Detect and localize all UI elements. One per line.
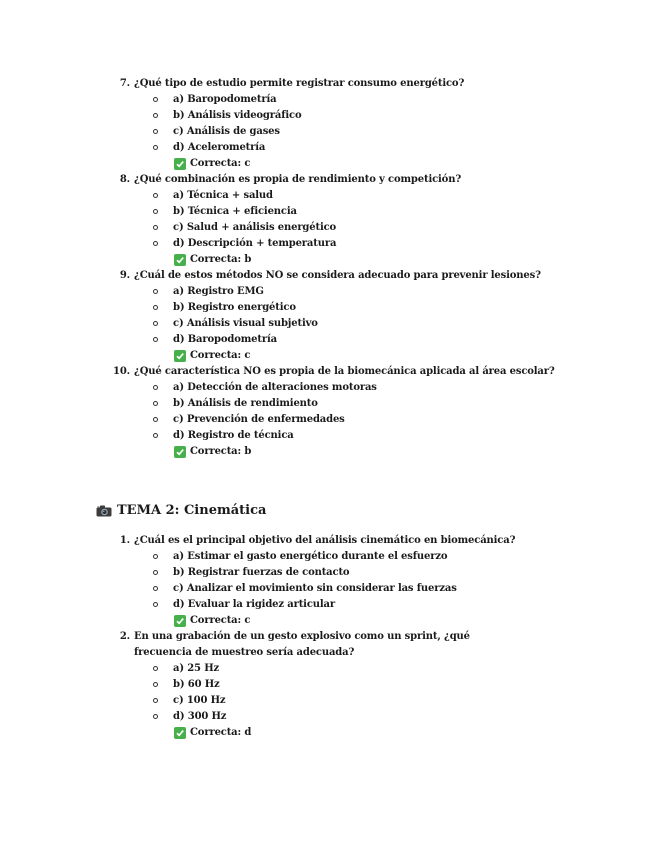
- question-text: En una grabación de un gesto explosivo como un sprint, ¿qué frecuencia de muestreo sería adecuada?: [134, 631, 470, 658]
- option-text: c) Análisis visual subjetivo: [173, 318, 318, 329]
- circle-bullet-icon: [153, 602, 158, 607]
- question-list-tema-1: [0, 76, 655, 460]
- option-b: [0, 108, 655, 124]
- option-text: b) 60 Hz: [173, 679, 220, 690]
- question-number: 8.: [119, 174, 130, 185]
- circle-bullet-icon: [153, 321, 158, 326]
- correct-answer: [0, 444, 655, 460]
- circle-bullet-icon: [153, 401, 158, 406]
- option-a: [0, 284, 655, 300]
- option-text: c) Analizar el movimiento sin considerar las fuerzas: [173, 583, 457, 594]
- circle-bullet-icon: [153, 385, 158, 390]
- option-text: b) Técnica + eficiencia: [173, 206, 297, 217]
- circle-bullet-icon: [153, 337, 158, 342]
- circle-bullet-icon: [153, 193, 158, 198]
- option-d: [0, 332, 655, 348]
- option-a: [0, 92, 655, 108]
- option-d: [0, 236, 655, 252]
- circle-bullet-icon: [153, 97, 158, 102]
- option-text: a) Baropodometría: [173, 94, 277, 105]
- question-number: 7.: [119, 78, 130, 89]
- option-text: b) Registro energético: [173, 302, 296, 313]
- question-2: [0, 629, 655, 741]
- option-text: a) 25 Hz: [173, 663, 220, 674]
- option-text: d) Evaluar la rigidez articular: [173, 599, 335, 610]
- option-b: [0, 565, 655, 581]
- circle-bullet-icon: [153, 209, 158, 214]
- circle-bullet-icon: [153, 129, 158, 134]
- check-mark-icon: [174, 158, 186, 170]
- option-text: d) Baropodometría: [173, 334, 277, 345]
- option-d: [0, 597, 655, 613]
- option-c: [0, 316, 655, 332]
- option-text: b) Análisis videográfico: [173, 110, 302, 121]
- check-mark-icon: [174, 446, 186, 458]
- option-text: b) Análisis de rendimiento: [173, 398, 318, 409]
- answer-text: Correcta: c: [190, 158, 251, 169]
- option-text: b) Registrar fuerzas de contacto: [173, 567, 350, 578]
- question-7: [0, 76, 655, 172]
- circle-bullet-icon: [153, 586, 158, 591]
- option-c: [0, 412, 655, 428]
- option-b: [0, 300, 655, 316]
- section-heading: [96, 501, 266, 521]
- circle-bullet-icon: [153, 554, 158, 559]
- question-1: [0, 533, 655, 629]
- answer-text: Correcta: d: [190, 727, 252, 738]
- option-d: [0, 709, 655, 725]
- option-text: d) Descripción + temperatura: [173, 238, 337, 249]
- option-text: d) Registro de técnica: [173, 430, 294, 441]
- option-text: d) Acelerometría: [173, 142, 266, 153]
- question-number: 1.: [119, 535, 130, 546]
- option-c: [0, 220, 655, 236]
- circle-bullet-icon: [153, 289, 158, 294]
- option-text: d) 300 Hz: [173, 711, 227, 722]
- circle-bullet-icon: [153, 113, 158, 118]
- camera-icon: [96, 505, 112, 517]
- circle-bullet-icon: [153, 145, 158, 150]
- option-text: c) Prevención de enfermedades: [173, 414, 345, 425]
- option-a: [0, 661, 655, 677]
- question-text: ¿Cuál de estos métodos NO se considera adecuado para prevenir lesiones?: [134, 270, 541, 281]
- option-b: [0, 204, 655, 220]
- circle-bullet-icon: [153, 417, 158, 422]
- option-a: [0, 549, 655, 565]
- question-text: ¿Qué tipo de estudio permite registrar consumo energético?: [134, 78, 465, 89]
- section-title: TEMA 2: Cinemática: [117, 503, 267, 518]
- correct-answer: [0, 156, 655, 172]
- question-number: 9.: [119, 270, 130, 281]
- circle-bullet-icon: [153, 570, 158, 575]
- check-mark-icon: [174, 727, 186, 739]
- question-8: [0, 172, 655, 268]
- option-c: [0, 124, 655, 140]
- correct-answer: [0, 252, 655, 268]
- correct-answer: [0, 348, 655, 364]
- option-a: [0, 188, 655, 204]
- option-text: c) 100 Hz: [173, 695, 226, 706]
- circle-bullet-icon: [153, 225, 158, 230]
- option-c: [0, 693, 655, 709]
- option-b: [0, 677, 655, 693]
- circle-bullet-icon: [153, 698, 158, 703]
- option-text: a) Registro EMG: [173, 286, 264, 297]
- check-mark-icon: [174, 254, 186, 266]
- answer-text: Correcta: c: [190, 615, 251, 626]
- option-text: a) Detección de alteraciones motoras: [173, 382, 377, 393]
- correct-answer: [0, 613, 655, 629]
- circle-bullet-icon: [153, 682, 158, 687]
- question-text: ¿Qué combinación es propia de rendimiento y competición?: [134, 174, 462, 185]
- circle-bullet-icon: [153, 305, 158, 310]
- question-number: 10.: [113, 366, 130, 377]
- option-text: c) Análisis de gases: [173, 126, 280, 137]
- circle-bullet-icon: [153, 714, 158, 719]
- option-text: c) Salud + análisis energético: [173, 222, 337, 233]
- question-10: [0, 364, 655, 460]
- answer-text: Correcta: c: [190, 350, 251, 361]
- circle-bullet-icon: [153, 666, 158, 671]
- question-number: 2.: [119, 631, 130, 642]
- option-text: a) Técnica + salud: [173, 190, 273, 201]
- question-list-tema-2: [0, 533, 655, 741]
- answer-text: Correcta: b: [190, 446, 252, 457]
- question-text: ¿Qué característica NO es propia de la biomecánica aplicada al área escolar?: [134, 366, 555, 377]
- option-text: a) Estimar el gasto energético durante el esfuerzo: [173, 551, 448, 562]
- option-c: [0, 581, 655, 597]
- option-b: [0, 396, 655, 412]
- correct-answer: [0, 725, 655, 741]
- question-9: [0, 268, 655, 364]
- check-mark-icon: [174, 350, 186, 362]
- question-text: ¿Cuál es el principal objetivo del análisis cinemático en biomecánica?: [134, 535, 516, 546]
- option-a: [0, 380, 655, 396]
- circle-bullet-icon: [153, 241, 158, 246]
- answer-text: Correcta: b: [190, 254, 252, 265]
- check-mark-icon: [174, 615, 186, 627]
- option-d: [0, 140, 655, 156]
- option-d: [0, 428, 655, 444]
- circle-bullet-icon: [153, 433, 158, 438]
